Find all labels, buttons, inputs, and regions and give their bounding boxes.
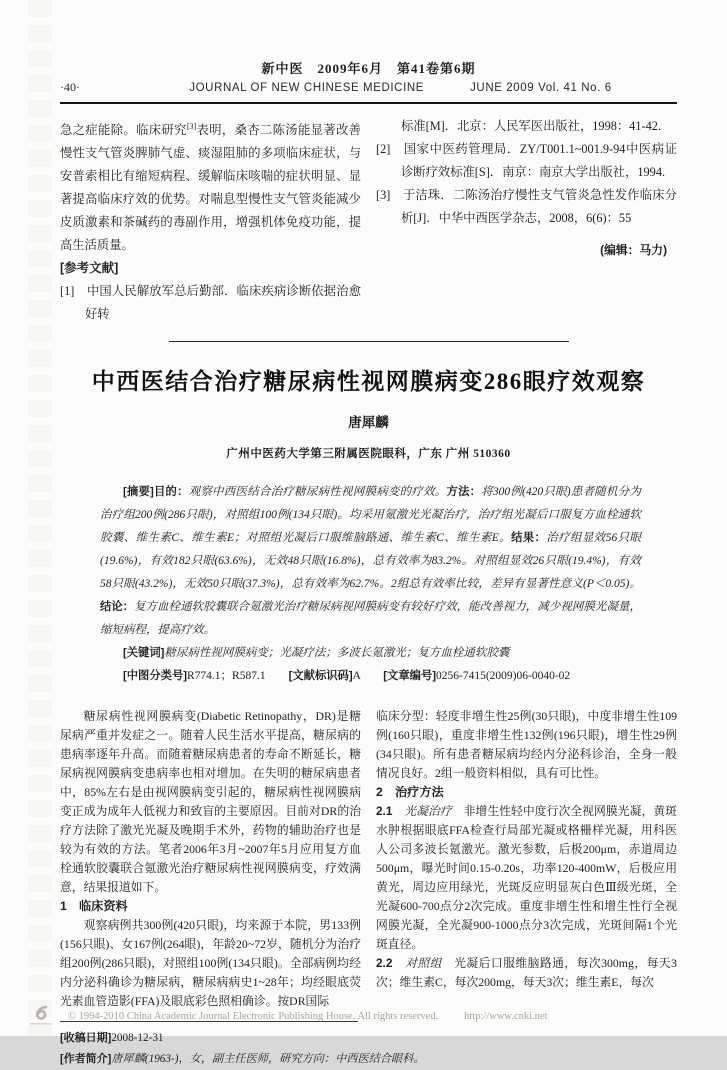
cnki-url: http://www.cnki.net — [464, 1010, 548, 1022]
author-bio-label: [作者简介] — [60, 1053, 112, 1066]
prev-left-column — [60, 115, 361, 326]
article-id-label: [文章编号] — [383, 670, 437, 683]
article-title: 中西医结合治疗糖尿病性视网膜病变286眼疗效观察 — [91, 369, 646, 395]
page-header — [60, 58, 677, 104]
scan-binding-artifact — [28, 0, 52, 1036]
conclusion-label: 结论： — [100, 601, 134, 614]
copyright-text: © 1994-2010 China Academic Journal Electronic Publishing House. All rights reserved. — [68, 1010, 439, 1022]
article-affiliation: 广州中医药大学第三附属医院眼科，广东 广州 510360 — [226, 448, 511, 461]
article-title-block — [60, 363, 677, 461]
page-number: ·40· — [60, 80, 80, 94]
section-heading-1: 1 临床资料 — [60, 899, 128, 914]
subsection-number: 2.2 — [376, 956, 393, 971]
prev-right-column — [376, 115, 677, 326]
header-rule — [60, 102, 677, 104]
keywords-line: [关键词]糖尿病性视网膜病变；光凝疗法；多波长氪激光；复方血栓通软胶囊 — [123, 647, 510, 660]
body-left-column — [60, 707, 361, 1011]
clinical-data-continuation: 临床分型：轻度非增生性25例(30只眼)，中度非增生性109例(160只眼)，重度非增生性132例(196只眼)，增生性29例(34只眼)。所有患者糖尿病均经内分泌科诊治，全身一般情况良好。2组一般资料相似，具有可比性。 — [376, 709, 677, 781]
article-body — [60, 707, 677, 1011]
previous-article-end — [60, 115, 677, 326]
clc-label: [中图分类号] — [123, 670, 188, 683]
cnki-logo-icon — [26, 1005, 56, 1027]
methods-label: 方法： — [446, 486, 482, 499]
results-label: 结果： — [511, 532, 547, 545]
keywords-label: [关键词] — [123, 647, 165, 660]
author-bio-line: [作者简介]唐犀麟(1963-)，女，副主任医师，研究方向：中西医结合眼科。 — [60, 1053, 425, 1066]
subsection-title: 对照组 — [405, 956, 442, 971]
received-date-line: [收稿日期]2008-12-31 — [60, 1032, 164, 1045]
objective-label: 目的： — [153, 486, 189, 499]
subsection-2-2: 2.2 对照组 光凝后口服维脑路通，每次300mg，每天3次；维生素C，每次200mg，每天3次；维生素E，每次 — [376, 956, 677, 990]
journal-issue-en: JUNE 2009 Vol. 41 No. 6 — [470, 82, 612, 94]
prev-paragraph: 急之症能除。临床研究[3]表明，桑杏二陈汤能显著改善慢性支气管炎脾肺气虚、痰湿阻肺的多项临床症状，与安普索相比有缩短病程、缓解临床咳喘的症状明显、显著提高临床疗效的优势。对喘息型慢性支气管炎能减少皮质激素和茶碱药的毒副作用，增强机体免疫功能，提高生活质量。 — [60, 122, 361, 253]
abstract-label: [摘要] — [123, 486, 154, 499]
footnotes — [60, 1021, 677, 1070]
abstract-block — [100, 481, 641, 688]
reference-item: [3] 于洁珠．二陈汤治疗慢性支气管炎急性发作临床分析[J]．中华中西医学杂志，2008，6(6)：55 — [376, 188, 677, 225]
editor-credit: (编辑：马力) — [600, 243, 667, 257]
article-separator — [169, 341, 569, 342]
doc-code-label: [文献标识码] — [288, 670, 353, 683]
reference-item: [2] 国家中医药管理局．ZY/T001.1~001.9-94中医病证诊断疗效标准[S]．南京：南京大学出版社，1994. — [376, 142, 677, 179]
subsection-title: 光凝治疗 — [404, 804, 452, 819]
received-date-label: [收稿日期] — [60, 1032, 112, 1045]
intro-paragraph: 糖尿病性视网膜病变(Diabetic Retinopathy，DR)是糖尿病严重并发症之一。随着人民生活水平提高，糖尿病的患病率逐年升高。而随着糖尿病患者的寿命不断延长，糖尿病视网膜病变患病率也相对增加。在失明的糖尿病患者中，85%左右是由视网膜病变引起的，糖尿病性视网膜病变正成为成年人低视力和致盲的主要原因。目前对DR的治疗方法除了激光光凝及晚期手术外，药物的辅助治疗也是较为有效的方法。笔者2006年3月~2007年5月应用复方血栓通软胶囊联合氪激光治疗糖尿病性视网膜病变，疗效满意，结果报道如下。 — [60, 709, 361, 895]
article-author: 唐犀麟 — [348, 415, 389, 431]
subsection-number: 2.1 — [376, 804, 393, 819]
classification-line: [中图分类号]R774.1；R587.1 [文献标识码]A [文章编号]0256-7415(2009)06-0040-02 — [123, 670, 571, 683]
subsection-2-1: 2.1 光凝治疗 非增生性轻中度行次全视网膜光凝，黄斑水肿根据眼底FFA检查行局部光凝或格栅样光凝，用科医人公司多波长氪激光。激光参数，后极200μm，赤道周边500μm，曝光时间0.15-0.20s，功率120-400mW，后极应用黄光，周边应用绿光，光斑反应明显灰白色Ⅲ级光斑，全光凝600-700点分2次完成。重度非增生性和增生性行全视网膜光凝，全光凝900-1000点分3次完成，光斑间隔1个光斑直径。 — [376, 804, 677, 952]
abstract-paragraph: [摘要]目的：观察中西医结合治疗糖尿病性视网膜病变的疗效。方法：将300例(420只眼)患者随机分为治疗组200例(286只眼)，对照组100例(134只眼)。均采用氪激光光凝治疗，治疗组光凝后口服复方血栓通软胶囊、维生素C、维生素E；对照组光凝后口服维脑路通、维生素C、维生素E。结果：治疗组显效56只眼(19.6%)，有效182只眼(63.6%)，无效48只眼(16.8%)，总有效率为83.2%。对照组显效26只眼(19.4%)，有效58只眼(43.2%)，无效50只眼(37.3%)，总有效率为62.7%。2组总有效率比较，差异有显著性意义(P＜0.05)。结论：复方血栓通软胶囊联合氪激光治疗糖尿病视网膜病变有较好疗效，能改善视力，减少视网膜光凝量，缩短病程，提高疗效。 — [100, 486, 641, 637]
journal-title-en: JOURNAL OF NEW CHINESE MEDICINE — [189, 82, 425, 94]
reference-item: [1] 中国人民解放军总后勤部．临床疾病诊断依据治愈好转 — [60, 284, 361, 322]
clinical-data-paragraph: 观察病例共300例(420只眼)，均来源于本院，男133例(156只眼)、女167例(264眼)，年龄20~72岁，随机分为治疗组200例(286只眼)，对照组100例(134只眼)。全部病例均经内分泌科确诊为糖尿病，糖尿病病史1~28年；均经眼底荧光素血管造影(FFA)及眼底彩色照相确诊。按DR国际 — [60, 918, 361, 1009]
references-heading: [参考文献] — [60, 261, 119, 276]
citation-mark: [3] — [186, 122, 197, 131]
body-right-column — [376, 707, 677, 1011]
journal-title-cn: 新中医 2009年6月 第41卷第6期 — [261, 61, 476, 76]
reference-continuation: 标准[M]．北京：人民军医出版社，1998：41-42. — [401, 119, 661, 133]
journal-subheader — [60, 80, 677, 95]
section-heading-2: 2 治疗方法 — [376, 785, 444, 800]
copyright-bar — [26, 1005, 697, 1027]
